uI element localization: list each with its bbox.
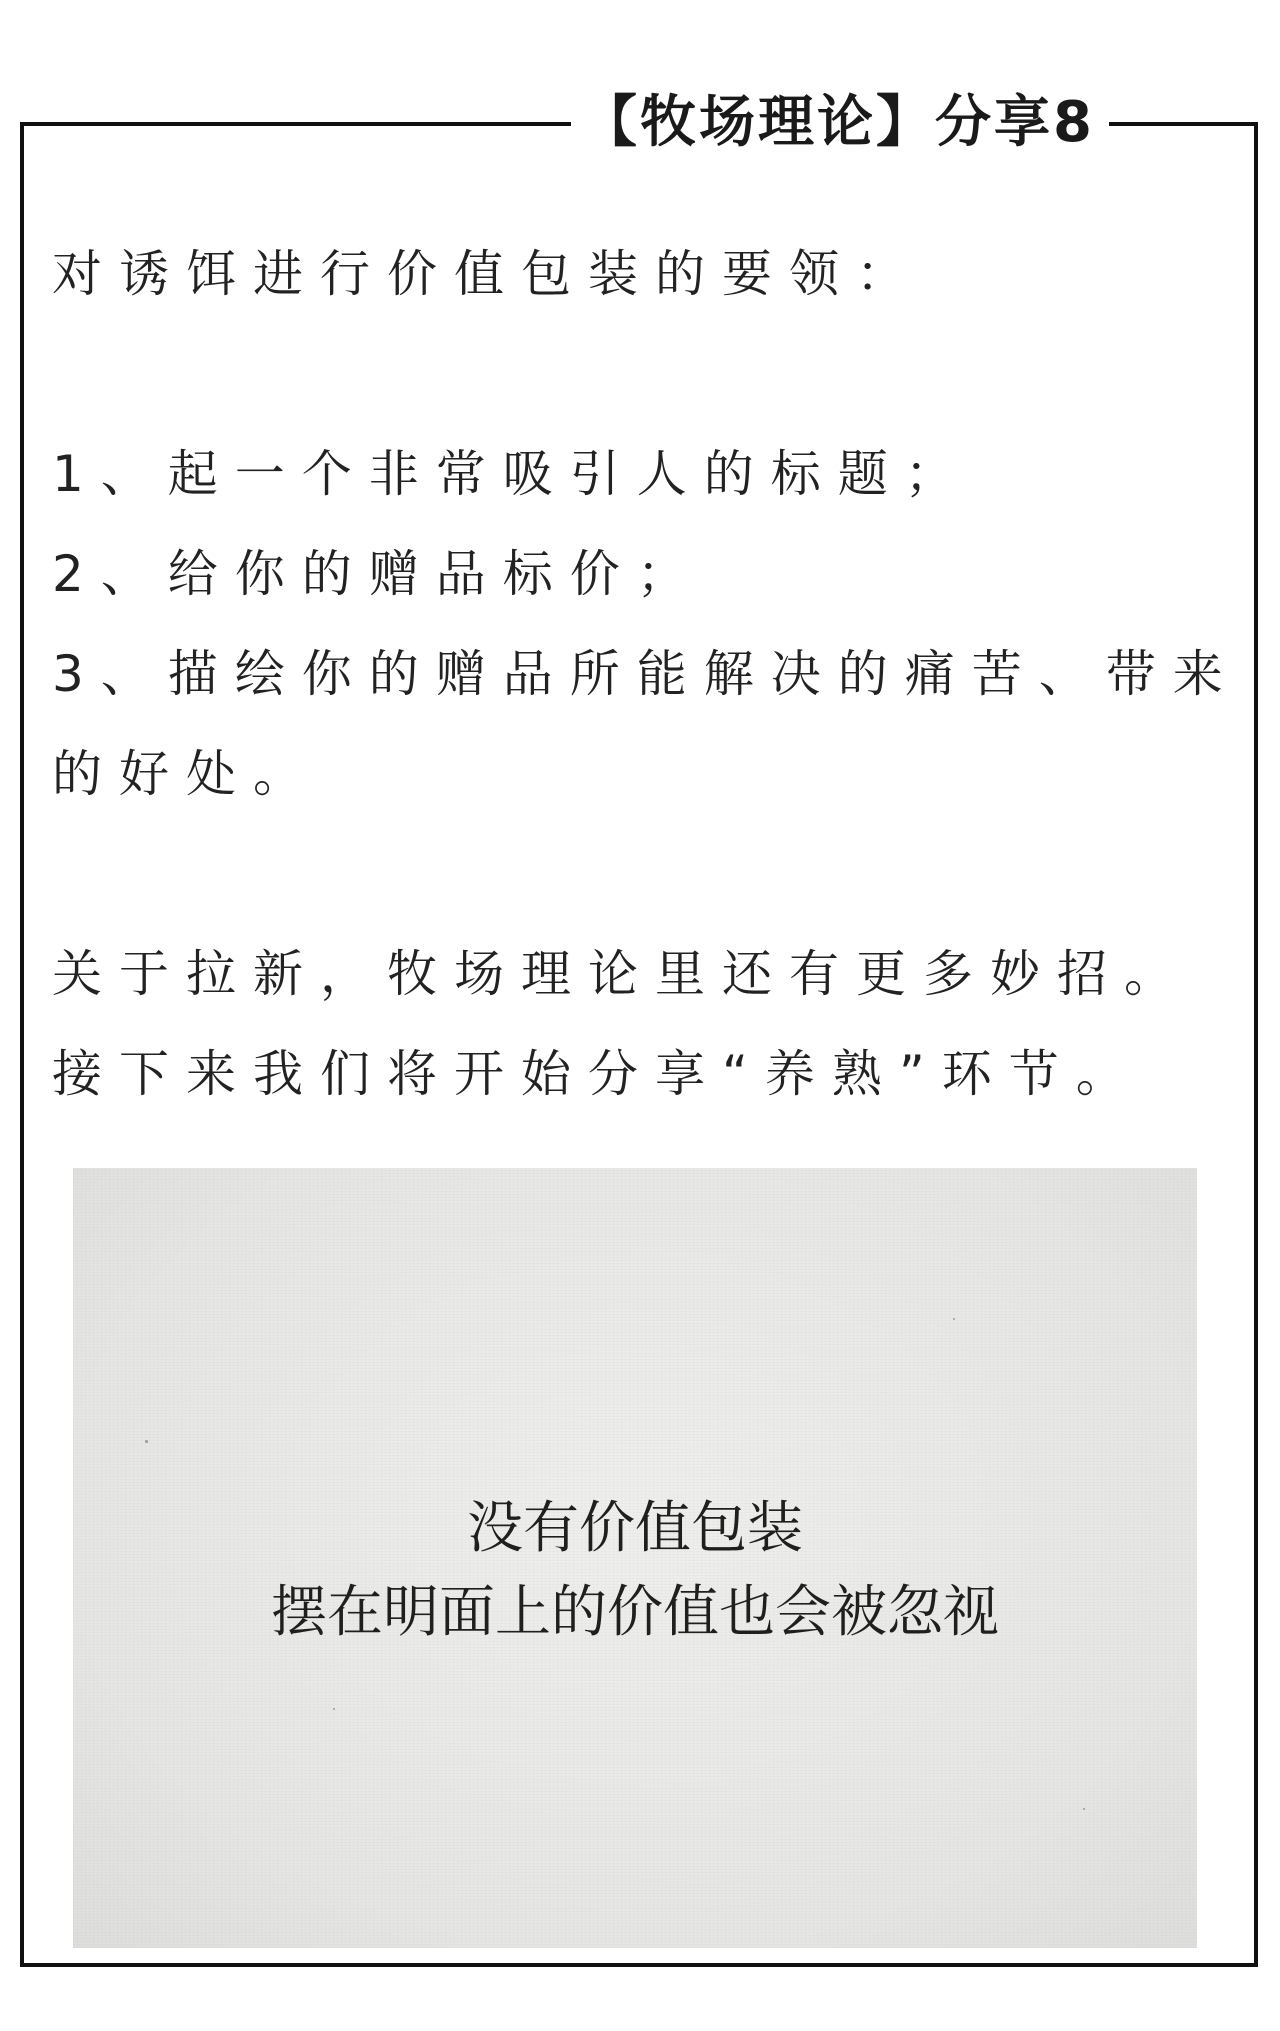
- paper-speck: [1083, 1808, 1085, 1810]
- quote-line-2: 摆在明面上的价值也会被忽视: [271, 1580, 999, 1645]
- body-line-outro-1: 关于拉新，牧场理论里还有更多妙招。: [52, 945, 1191, 1003]
- quote-line-1: 没有价值包装: [467, 1496, 803, 1561]
- header-title-wrap: [571, 88, 1109, 158]
- paper-speck: [333, 1708, 335, 1710]
- body-line-point-1: 1、起一个非常吸引人的标题；: [52, 445, 972, 503]
- article-body: [52, 224, 1240, 1124]
- body-line-point-3-cont: 的好处。: [52, 745, 320, 803]
- body-blank-line: [52, 324, 1232, 424]
- quote-card: [73, 1168, 1197, 1948]
- page-title: 【牧场理论】分享8: [581, 90, 1095, 155]
- body-blank-line: [52, 824, 1232, 924]
- paper-speck: [145, 1440, 148, 1443]
- body-line-point-2: 2、给你的赠品标价；: [52, 545, 704, 603]
- body-line-intro: 对诱饵进行价值包装的要领：: [52, 245, 923, 303]
- body-line-outro-2: 接下来我们将开始分享“养熟”环节。: [52, 1045, 1143, 1103]
- paper-speck: [953, 1318, 955, 1320]
- body-line-point-3: 3、描绘你的赠品所能解决的痛苦、带来: [52, 645, 1240, 703]
